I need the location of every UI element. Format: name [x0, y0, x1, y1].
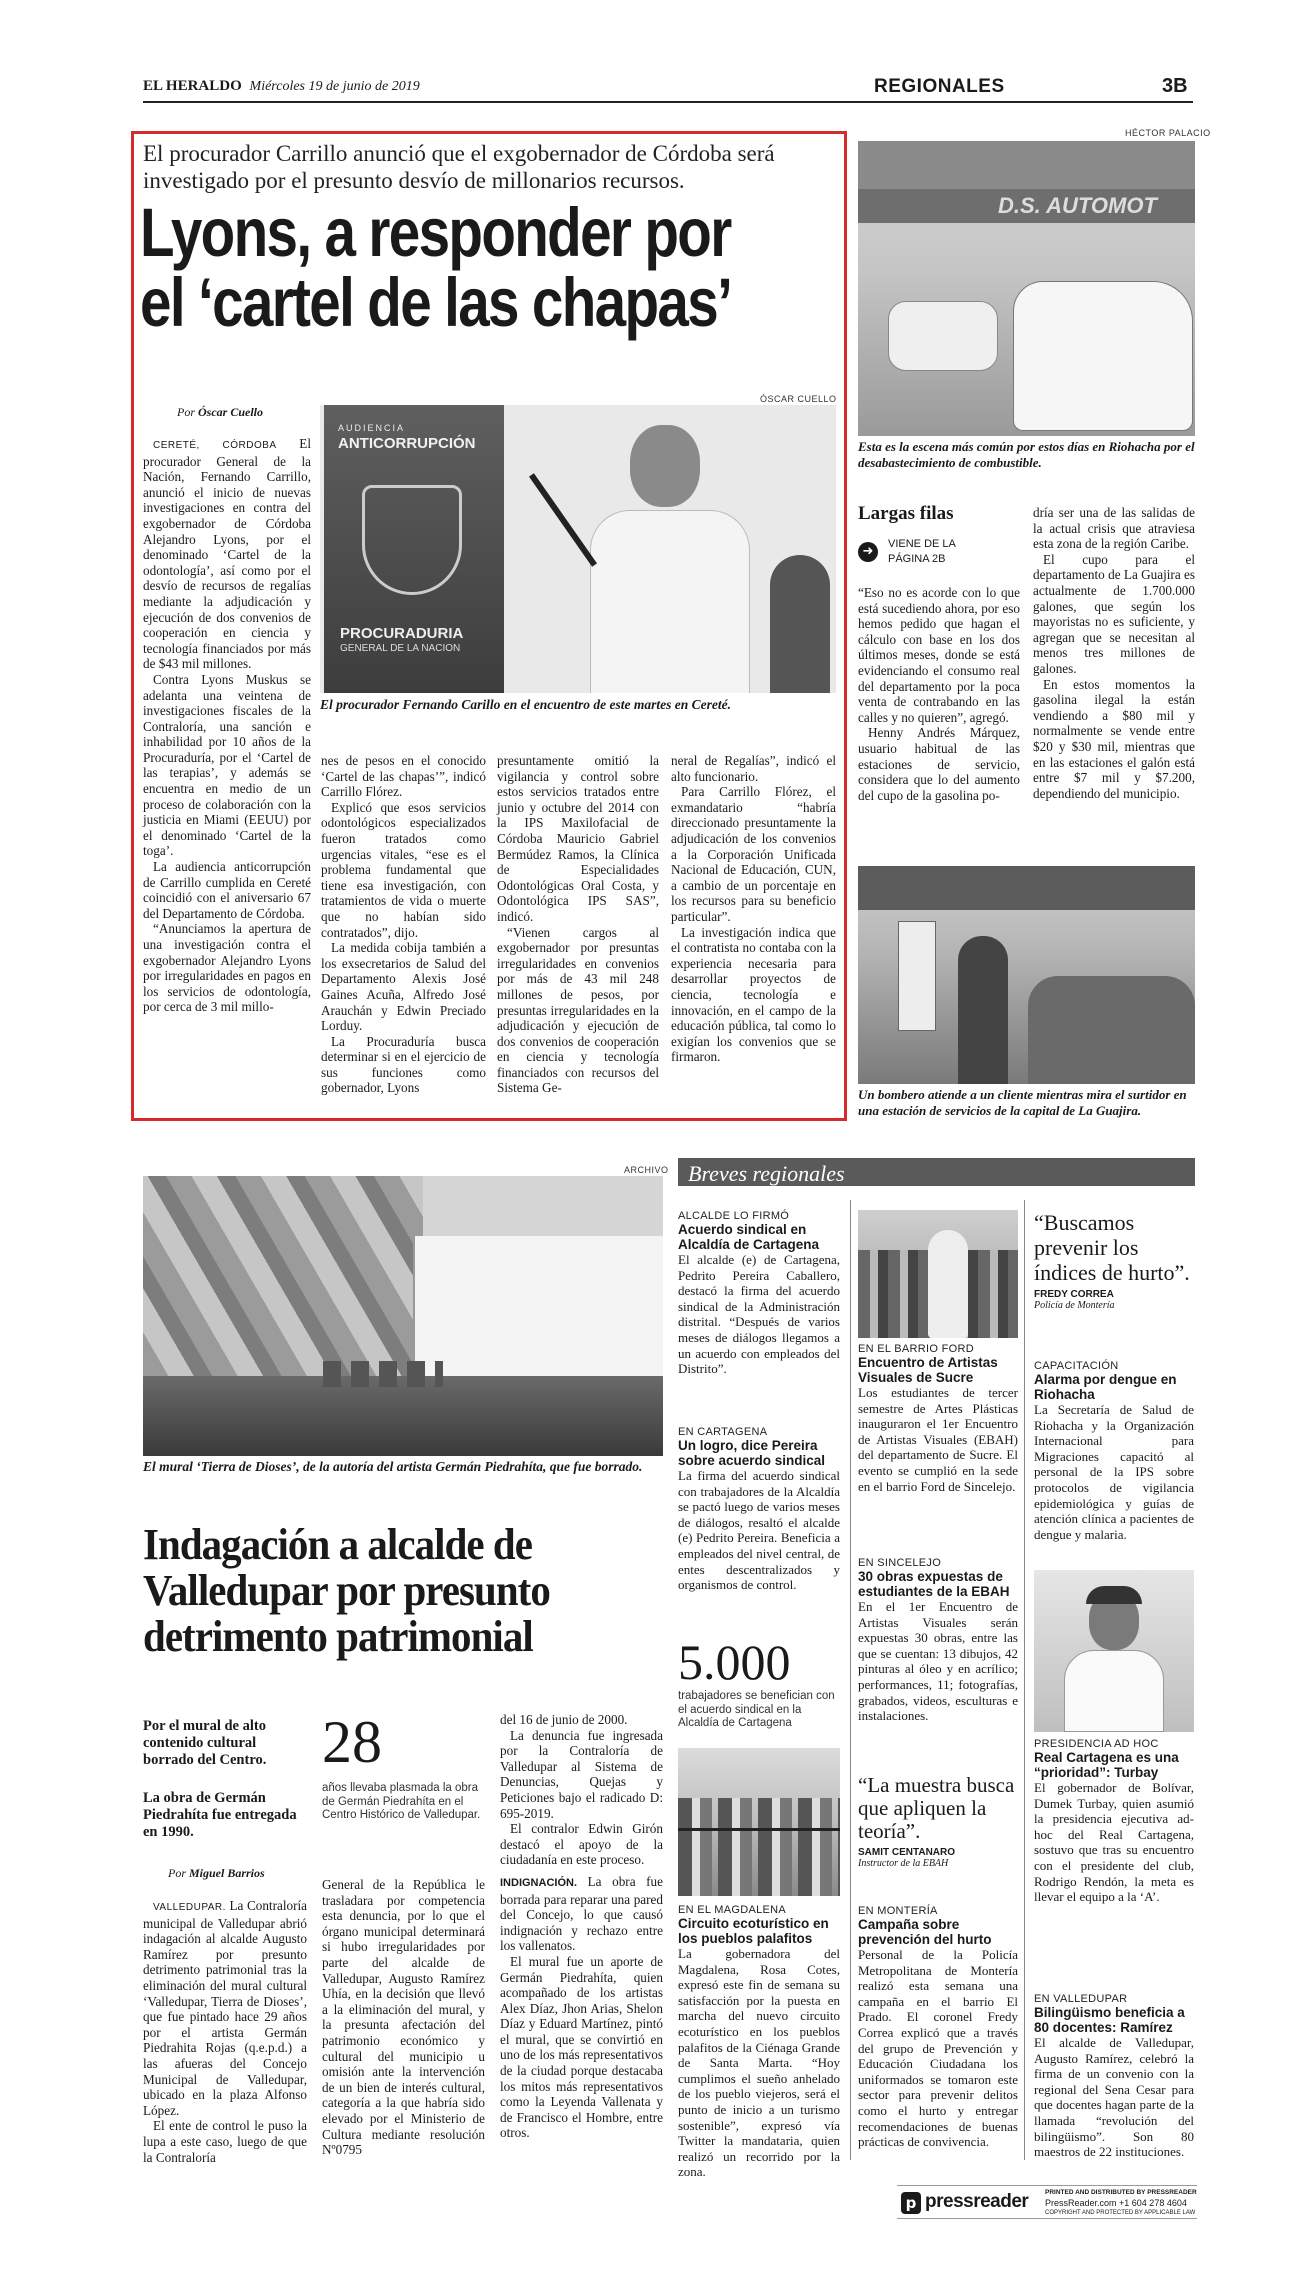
breves-header	[678, 1158, 1195, 1186]
car-2	[1028, 976, 1195, 1084]
valledupar-big-number-text: años llevaba plasmada la obra de Germán Piedrahíta en el Centro Histórico de Valledupar.	[322, 1782, 481, 1821]
lead-col2-p2: Explicó que esos servicios odontológicos especializados fueron tratados como urgencias vitales, “ese es el problema fundamental que tiene esa investigación, con tratamientos de vida o muerte que no habían sido contratados”, dijo.	[321, 799, 486, 940]
lead-col3-p1: presuntamente omitió la vigilancia y control sobre estos servicios tratados entre junio y octubre del 2014 con la IPS Maxilofacial de Córdoba Mauricio Gabriel Bermúdez Ramos, la Clínica de Especialidades Odontológicas Oral Costa, y Odontológica IPS SAS”, indicó.	[497, 753, 659, 924]
fuel-photo-credit: HÉCTOR PALACIO	[1125, 128, 1211, 138]
valledupar-byline	[168, 1866, 265, 1881]
brief-4	[858, 1343, 1018, 1494]
ribbon-cutting-photo	[678, 1748, 840, 1896]
brief-6-kicker: EN MONTERÍA	[858, 1905, 938, 1917]
fuel-photo-2	[858, 866, 1195, 1084]
brief-8-text: El gobernador de Bolívar, Dumek Turbay, quien asumió la presidencia ejecutiva ad-hoc del Real Cartagena, sostuvo que tras su encuentro con el presidente del club, Rodrigo Rendón, la meta es llevar el equipo a la ‘A’.	[1034, 1780, 1194, 1905]
lead-deck: El procurador Carrillo anunció que el exgobernador de Córdoba será investigado por el presunto desvío de millonarios recursos.	[143, 141, 775, 193]
valledupar-col3-p3: El contralor Edwin Girón destacó el apoyo de la ciudadanía en este proceso.	[500, 1821, 663, 1868]
fuel-col2-p1: dría ser una de las salidas de la actual crisis que atraviesa esta zona de la región Caribe.	[1033, 505, 1195, 552]
header-rule	[143, 101, 1193, 103]
valledupar-subhead-2: La obra de Germán Piedrahíta fue entregada en 1990.	[143, 1790, 297, 1840]
white-building	[413, 1236, 663, 1386]
brief-9-title: Bilingüismo beneficia a 80 docentes: Ramírez	[1034, 2005, 1185, 2035]
page-number: 3B	[1162, 75, 1188, 97]
art-encounter-photo	[858, 1210, 1018, 1338]
brief-5	[858, 1557, 1018, 1724]
byline-prefix: Por	[177, 405, 195, 419]
byline-name: Óscar Cuello	[198, 405, 264, 419]
brief-8	[1034, 1738, 1194, 1905]
brief-8-kicker: PRESIDENCIA AD HOC	[1034, 1738, 1159, 1750]
lead-column-3	[497, 753, 659, 1096]
mural-wall	[143, 1176, 423, 1376]
fuel-title: Largas filas	[858, 503, 954, 524]
paper-name: EL HERALDO	[143, 78, 242, 94]
mural-caption: El mural ‘Tierra de Dioses’, de la autoría del artista Germán Piedrahíta, que fue borrado.	[143, 1459, 643, 1474]
mural-photo-credit: ARCHIVO	[624, 1165, 669, 1175]
brief-1	[678, 1210, 840, 1377]
lead-col1-p4: “Anunciamos la apertura de una investigación contra el exgobernador Alejandro Lyons por irregularidades en pagos en los servicios de odontología, por cerca de 3 mil millo-	[143, 921, 311, 1015]
brief-3-title: Circuito ecoturístico en los pueblos palafitos	[678, 1916, 829, 1946]
quote-1-name: SAMIT CENTANARO	[858, 1847, 956, 1858]
brief-3-text: La gobernadora del Magdalena, Rosa Cotes, expresó este fin de semana su satisfacción por la puesta en marcha del nuevo circuito ecoturístico en los pueblos palafitos de la Ciénaga Grande de Santa Marta. “Hoy cumplimos el sueño anhelado de los pueblo viejeros, será el punto de inicio a un turismo sostenible”, expresó vía Twitter la mandataria, quien realizó un recorrido por la zona.	[678, 1946, 840, 2180]
microphone-icon	[529, 473, 597, 567]
speaker-figure	[590, 425, 750, 693]
fuel-column-1	[858, 585, 1020, 803]
pressreader-line-3: COPYRIGHT AND PROTECTED BY APPLICABLE LAW	[1045, 2210, 1196, 2216]
brief-7-title: Alarma por dengue en Riohacha	[1034, 1372, 1177, 1402]
jump-line-2: PÁGINA 2B	[888, 553, 946, 565]
brief-5-kicker: EN SINCELEJO	[858, 1557, 942, 1569]
background-person	[770, 555, 830, 693]
brief-1-text: El alcalde (e) de Cartagena, Pedrito Pereira Caballero, destacó la firma del acuerdo sindical de la Administración distrital. “Después de varios meses de diálogos llegamos a un acuerdo con empleados del Distrito”.	[678, 1252, 840, 1377]
fuel-photo-1	[858, 141, 1195, 436]
brief-3-kicker: EN EL MAGDALENA	[678, 1904, 787, 1916]
brief-9-kicker: EN VALLEDUPAR	[1034, 1993, 1128, 2005]
brief-1-kicker: ALCALDE LO FIRMÓ	[678, 1210, 790, 1222]
valledupar-column-1	[143, 1898, 307, 2165]
lead-byline	[177, 405, 263, 420]
headline-line-1: Lyons, a responder por	[140, 194, 731, 271]
mural-photo	[143, 1176, 663, 1456]
lead-col3-p2: “Vienen cargos al exgobernador por presuntas irregularidades en convenios por más de 43 mil 248 millones de pesos, por presuntas irregularidades en la adjudicación y ejecución de dos convenios de cooperación en ciencia y tecnología financiados con recursos del Sistema Ge-	[497, 924, 659, 1096]
brief-9-text: El alcalde de Valledupar, Augusto Ramírez, celebró la firma de un convenio con la regional del Sena Cesar para que docentes hagan parte de la llamada “revolución del bilingüismo”. Son 80 maestros de 22 instituciones.	[1034, 2035, 1194, 2160]
lead-photo-credit: ÓSCAR CUELLO	[760, 394, 837, 404]
issue-date: Miércoles 19 de junio de 2019	[249, 79, 420, 94]
planters	[323, 1361, 443, 1387]
brief-6	[858, 1905, 1018, 2150]
taxi-right	[1013, 281, 1193, 431]
byline-name-2: Miguel Barrios	[189, 1866, 265, 1880]
shield-icon	[362, 485, 462, 595]
brief-5-title: 30 obras expuestas de estudiantes de la EBAH	[858, 1569, 1010, 1599]
lead-col4-p2: Para Carrillo Flórez, el exmandatario “habría direccionado presuntamente la adjudicación de los convenios a la Corporación Unificada Nacional de Educación, CUN, a cambio de un porcentaje en los recursos para su beneficio particular”.	[671, 784, 836, 924]
brief-8-title: Real Cartagena es una “prioridad”: Turbay	[1034, 1750, 1179, 1780]
turbay-photo	[1034, 1570, 1194, 1732]
lead-col2-p4: La Procuraduría busca determinar si en el ejercicio de sus funciones como gobernador, Lyons	[321, 1033, 486, 1096]
valledupar-subhead-1: Por el mural de alto contenido cultural borrado del Centro.	[143, 1718, 267, 1768]
lead-col4-p1: neral de Regalías”, indicó el alto funcionario.	[671, 753, 836, 784]
pressreader-line-2: PressReader.com +1 604 278 4604	[1045, 2198, 1187, 2208]
banner-text-3: PROCURADURIA	[340, 625, 464, 642]
quote-1-role: Instructor de la EBAH	[858, 1858, 949, 1869]
brief-7	[1034, 1360, 1194, 1542]
dateline: CERETÉ, CÓRDOBA	[153, 440, 277, 451]
banner-text-4: GENERAL DE LA NACION	[340, 643, 461, 654]
quote-2-role: Policía de Montería	[1034, 1300, 1115, 1311]
valledupar-col1-p1: La Contraloría municipal de Valledupar abrió indagación al alcalde Augusto Ramírez por presunto detrimento patrimonial tras la eliminación del mural cultural ‘Valledupar, Tierra de Dioses’, que fue pintado hace 29 años por el artista Germán Piedrahita Rojas (q.e.p.d.) a las afueras del Concejo Municipal de Valledupar, ubicado en la plaza Alfonso López.	[143, 1898, 307, 2118]
brief-3	[678, 1904, 840, 2180]
trees	[858, 141, 1195, 189]
lead-column-1	[143, 436, 311, 1015]
lead-col2-p3: La medida cobija también a los exsecretarios de Salud del Departamento Alexis José Gaines Acuña, Alfredo José Arauchán y Edwin Preciado Lorduy.	[321, 940, 486, 1034]
section-name: REGIONALES	[874, 76, 1005, 97]
banner-text-1: AUDIENCIA	[338, 423, 406, 433]
pressreader-line-1: PRINTED AND DISTRIBUTED BY PRESSREADER	[1045, 2189, 1197, 2196]
pressreader-stamp	[897, 2185, 1197, 2219]
lead-col1-p3: La audiencia anticorrupción de Carrillo cumplida en Cereté coincidió con el aniversario 67 del Departamento de Córdoba.	[143, 859, 311, 921]
fuel-caption-2: Un bombero atiende a un cliente mientras mira el surtidor en una estación de servicios de la capital de La Guajira.	[858, 1087, 1187, 1118]
fuel-pump	[898, 921, 936, 1031]
dateline-2: VALLEDUPAR.	[153, 1902, 226, 1913]
jump-marker	[858, 536, 1028, 576]
brief-6-title: Campaña sobre prevención del hurto	[858, 1917, 992, 1947]
breves-big-number: 5.000	[678, 1634, 791, 1690]
breves-divider-2	[1024, 1200, 1025, 2160]
brief-4-kicker: EN EL BARRIO FORD	[858, 1343, 974, 1355]
subsection-label: INDIGNACIÓN.	[500, 1876, 577, 1889]
lead-column-2	[321, 753, 486, 1096]
firefighter	[958, 936, 1008, 1084]
valledupar-col3-p5: El mural fue un aporte de Germán Piedrahíta, quien acompañado de los artistas Alex Díaz, Jhon Arias, Shelon Díaz y Eduard Martínez, pintó el mural, que se convirtió en uno de los más representativos de la ciudad porque destacaba los mitos más representativos como la Leyenda Vallenata y de Francisco el Hombre, entre otros.	[500, 1953, 663, 2141]
ribbon	[678, 1828, 840, 1831]
brief-4-text: Los estudiantes de tercer semestre de Artes Plásticas inauguraron el 1er Encuentro de Artistas Visuales (EBAH) del departamento de Sucre. El evento se cumplió en la sede en el barrio Ford de Sincelejo.	[858, 1385, 1018, 1494]
turbay-body	[1064, 1650, 1164, 1732]
headline-line-2: el ‘cartel de las chapas’	[140, 264, 732, 341]
fuel-column-2	[1033, 505, 1195, 801]
breves-title: Breves regionales	[688, 1161, 845, 1186]
dancer	[928, 1230, 968, 1338]
fuel-col1-p2: Henny Andrés Márquez, usuario habitual de las estaciones de servicio, considera que lo del aumento del cupo de la gasolina po-	[858, 725, 1020, 803]
brief-4-title: Encuentro de Artistas Visuales de Sucre	[858, 1355, 998, 1385]
lead-col2-p1: nes de pesos en el conocido ‘Cartel de las chapas’”, indicó Carrillo Flórez.	[321, 753, 486, 800]
brief-2-kicker: EN CARTAGENA	[678, 1426, 768, 1438]
quote-1-text: “La muestra busca que apliquen la teoría”.	[858, 1773, 1015, 1843]
lead-col4-p3: La investigación indica que el contratista no contaba con la experiencia necesaria para desarrollar proyectos de ciencia, tecnología e innovación, en el campo de la educación pública, tal como lo exigían los convenios que se firmaron.	[671, 924, 836, 1065]
brief-7-text: La Secretaría de Salud de Riohacha y la Organización Internacional para Migraciones capacitó al personal de la IPS sobre protocolos de vigilancia epidemiológica y guías de atención clínica a pacientes de dengue y malaria.	[1034, 1402, 1194, 1542]
fuel-col2-p2: El cupo para el departamento de La Guajira es actualmente de 1.700.000 galones, que según los mayoristas no es suficiente, y agregan que se necesitan al menos tres millones de galones.	[1033, 551, 1195, 676]
breves-big-number-text: trabajadores se benefician con el acuerdo sindical en la Alcaldía de Cartagena	[678, 1690, 835, 1729]
valledupar-col3-p4: La obra fue borrada para reparar una pared del Concejo, lo que causó indignación y rechazo entre los vallenatos.	[500, 1873, 663, 1954]
lead-column-4	[671, 753, 836, 1065]
valledupar-col1-p2: El ente de control le puso la lupa a este caso, luego de que la Contraloría	[143, 2118, 307, 2165]
pressreader-logo-icon: p	[901, 2192, 921, 2214]
brief-6-text: Personal de la Policía Metropolitana de Montería realizó esta semana una campaña en el barrio El Prado. El coronel Fredy Correa explicó que a través del grupo de Prevención y Educación Ciudadana los uniformados se tomaron este sector para prevenir delitos como el hurto y entregar recomendaciones de buenas prácticas de convivencia.	[858, 1947, 1018, 2150]
car-left	[888, 301, 998, 371]
cap-icon	[1086, 1586, 1142, 1604]
valledupar-column-3	[500, 1712, 663, 2141]
brief-7-kicker: CAPACITACIÓN	[1034, 1360, 1119, 1372]
canopy-2	[858, 866, 1195, 910]
station-sign: D.S. AUTOMOT	[998, 193, 1157, 218]
brief-2-text: La firma del acuerdo sindical con trabajadores de la Alcaldía se pactó luego de varios meses de diálogos, resaltó el alcalde (e) Pedrito Pereira. Beneficia a empleados del nivel central, de entes descentralizados y organismos de control.	[678, 1468, 840, 1593]
banner	[324, 405, 504, 693]
brief-2-title: Un logro, dice Pereira sobre acuerdo sindical	[678, 1438, 826, 1468]
brief-9	[1034, 1993, 1194, 2160]
valledupar-col2-p1: General de la República le trasladara por competencia esta denuncia, por lo que el órgano municipal determinará si hubo irregularidades por parte del alcalde de Valledupar, Augusto Ramírez Uhía, en la decisión que llevó a la eliminación del mural, y la presunta afectación del patrimonio económico y cultural del municipio u omisión ante la intervención de un bien de interés cultural, categoría a la que habría sido elevado por el Ministerio de Cultura mediante resolución Nº0795	[322, 1877, 485, 2158]
quote-2	[1034, 1210, 1194, 1311]
fuel-col1-p1: “Eso no es acorde con lo que está sucediendo ahora, por eso hemos pedido que hagan el cálculo con base en los dos últimos meses, donde se está evidenciando el consumo real del departamento por la poca venta de contrabando en las calles y no quieren”, agregó.	[858, 585, 1020, 725]
brief-1-title: Acuerdo sindical en Alcaldía de Cartagena	[678, 1222, 820, 1252]
jump-line-1: VIENE DE LA	[888, 538, 956, 550]
fuel-col2-p3: En estos momentos la gasolina ilegal la están vendiendo a $80 mil y normalmente se vende entre $20 y $30 mil, mientras que en las estaciones el galón está entre $7 mil y $7.200, dependiendo del municipio.	[1033, 676, 1195, 801]
quote-2-name: FREDY CORREA	[1034, 1289, 1114, 1300]
masthead-left	[143, 78, 420, 95]
lead-col1-p1: El procurador General de la Nación, Fernando Carrillo, anunció el inicio de nuevas investigaciones en contra del exgobernador de Córdoba Alejandro Lyons, por el denominado ‘Cartel de la odontología’, así como por el desvío de recursos de regalías mediante la adjudicación y ejecución de dos convenios de cooperación en ciencia y tecnología financiados por más de $43 mil millones.	[143, 436, 311, 672]
lead-col1-p2: Contra Lyons Muskus se adelanta una veintena de investigaciones fiscales de la Contraloría, una sanción e inhabilidad por 10 años de la Procuraduría, por el ‘Cartel de las terapias’, y además se encuentra en medio de un proceso de colaboración con la justicia en Miami (EEUU) por el denominado ‘Cartel de la toga’.	[143, 671, 311, 859]
banner-text-2: ANTICORRUPCIÓN	[338, 435, 476, 452]
valledupar-big-number: 28	[322, 1709, 382, 1775]
pressreader-brand: pressreader	[925, 2191, 1029, 2212]
brief-2	[678, 1426, 840, 1593]
valledupar-col3-p2: La denuncia fue ingresada por la Contraloría de Valledupar al Sistema de Denuncias, Quejas y Peticiones bajo el radicado D: 695-2019.	[500, 1727, 663, 1821]
byline-prefix-2: Por	[168, 1866, 186, 1880]
lead-headline	[140, 194, 732, 341]
valledupar-headline: Indagación a alcalde de Valledupar por presunto detrimento patrimonial	[143, 1520, 550, 1661]
brief-5-text: En el 1er Encuentro de Artistas Visuales serán expuestas 30 obras, entre las que se cuentan: 13 dibujos, 42 pinturas al óleo y en acrílico; performances, 11; fotografías, grabados, videos, esculturas e instalaciones.	[858, 1599, 1018, 1724]
fuel-caption: Esta es la escena más común por estos días en Riohacha por el desabastecimiento de combustible.	[858, 439, 1195, 470]
lead-photo-caption: El procurador Fernando Carillo en el encuentro de este martes en Cereté.	[320, 697, 732, 712]
quote-2-text: “Buscamos prevenir los índices de hurto”.	[1034, 1210, 1190, 1285]
people-row	[678, 1798, 840, 1896]
breves-divider-1	[850, 1200, 851, 2160]
quote-1	[858, 1774, 1018, 1869]
valledupar-col3-p1: del 16 de junio de 2000.	[500, 1712, 628, 1727]
arrow-icon: ➜	[858, 542, 878, 562]
valledupar-column-2	[322, 1877, 485, 2158]
plaza-ground	[143, 1376, 663, 1456]
lead-photo	[320, 405, 836, 693]
